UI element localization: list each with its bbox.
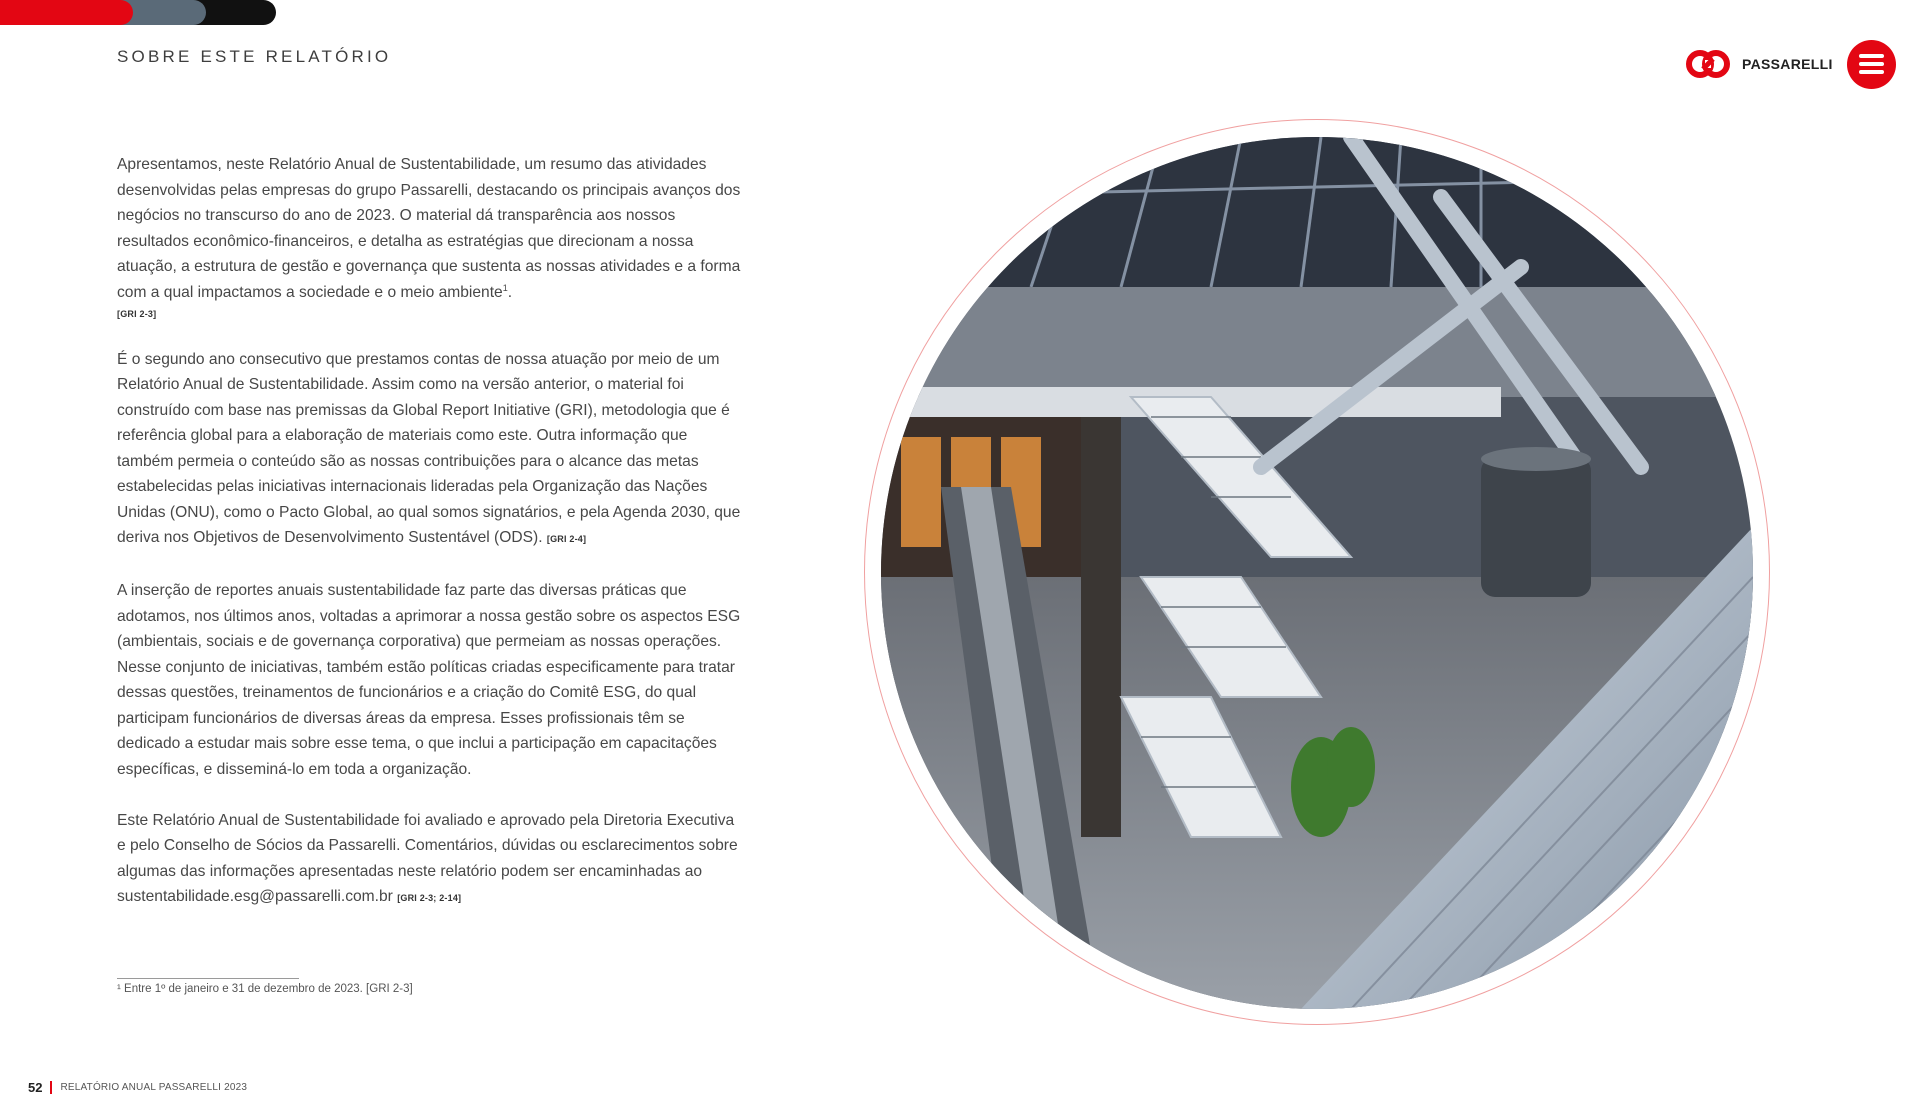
report-label: RELATÓRIO ANUAL PASSARELLI 2023 [60,1082,248,1093]
paragraph-4-text: Este Relatório Anual de Sustentabilidade foi avaliado e aprovado pela Diretoria Executiva e pelo Conselho de Sócios da Passarelli. Comentários, dúvidas ou esclarecimentos sobre algumas das informações apresentadas neste relatório podem ser encaminhadas ao sustentabilidade.esg@passarelli.com.br [117,811,738,905]
gri-reference: [GRI 2-3; 2-14] [397,893,462,903]
paragraph-2-text: É o segundo ano consecutivo que prestamos contas de nossa atuação por meio de um Relatório Anual de Sustentabilidade. Assim como na versão anterior, o material foi construído com base nas premissas da Global Report Initiative (GRI), metodologia que é referência global para a elaboração de materiais como este. Outra informação que também permeia o conteúdo são as nossas contribuições para o alcance das metas estabelecidas pelas iniciativas internacionais lideradas pela Organização das Nações Unidas (ONU), como o Pacto Global, ao qual somos signatários, e pela Agenda 2030, que deriva nos Objetivos de Desenvolvimento Sustentável (ODS). [117,350,741,546]
shopping-mall-atrium-photo [881,137,1753,1009]
paragraph-2 [117,347,742,553]
paragraph-1-text: Apresentamos, neste Relatório Anual de Sustentabilidade, um resumo das atividades desenvolvidas pelas empresas do grupo Passarelli, destacando os principais avanços dos negócios no transcurso do ano de 2023. O material dá transparência aos nossos resultados econômico-financeiros, e detalha as estratégias que direcionam a nossa atuação, a estrutura de gestão e governança que sustenta as nossas atividades e a forma com a qual impactamos a sociedade e o meio ambiente [117,156,741,301]
accent-bar-red [0,0,133,25]
paragraph-3-text: A inserção de reportes anuais sustentabilidade faz parte das diversas práticas que adotamos, nos últimos anos, voltadas a aprimorar a nossa gestão sobre os aspectos ESG (ambientais, sociais e de governança corporativa) que permeiam as nossas operações. Nesse conjunto de iniciativas, também estão políticas criadas especificamente para tratar dessas questões, treinamentos de funcionários e a criação do Comitê ESG, do qual participam funcionários de diversas áreas da empresa. Esses profissionais têm se dedicado a estudar mais sobre esse tema, o que inclui a participação em capacitações específicas, e disseminá-lo em toda a organização. [117,582,741,778]
footnote-divider [117,978,299,979]
page-number: 52 [28,1080,43,1095]
paragraph-1 [117,152,742,321]
brand-logo-link[interactable] [1684,46,1833,82]
menu-button[interactable] [1847,40,1896,89]
report-body [117,152,742,937]
gri-reference: [GRI 2-3] [117,309,157,319]
footnote: ¹ Entre 1º de janeiro e 31 de dezembro de 2023. [GRI 2-3] [117,983,413,995]
page-footer [28,1080,247,1095]
section-title: SOBRE ESTE RELATÓRIO [117,47,392,66]
top-accent-bar [0,0,276,25]
footnote-mark: 1 [502,282,508,293]
paragraph-1-end: . [507,283,513,301]
page-separator [50,1081,52,1094]
paragraph-3 [117,578,742,782]
passarelli-logo-icon [1684,47,1732,81]
paragraph-4 [117,808,742,912]
gri-reference: [GRI 2-4] [546,534,587,544]
brand-name: PASSARELLI [1742,56,1833,72]
